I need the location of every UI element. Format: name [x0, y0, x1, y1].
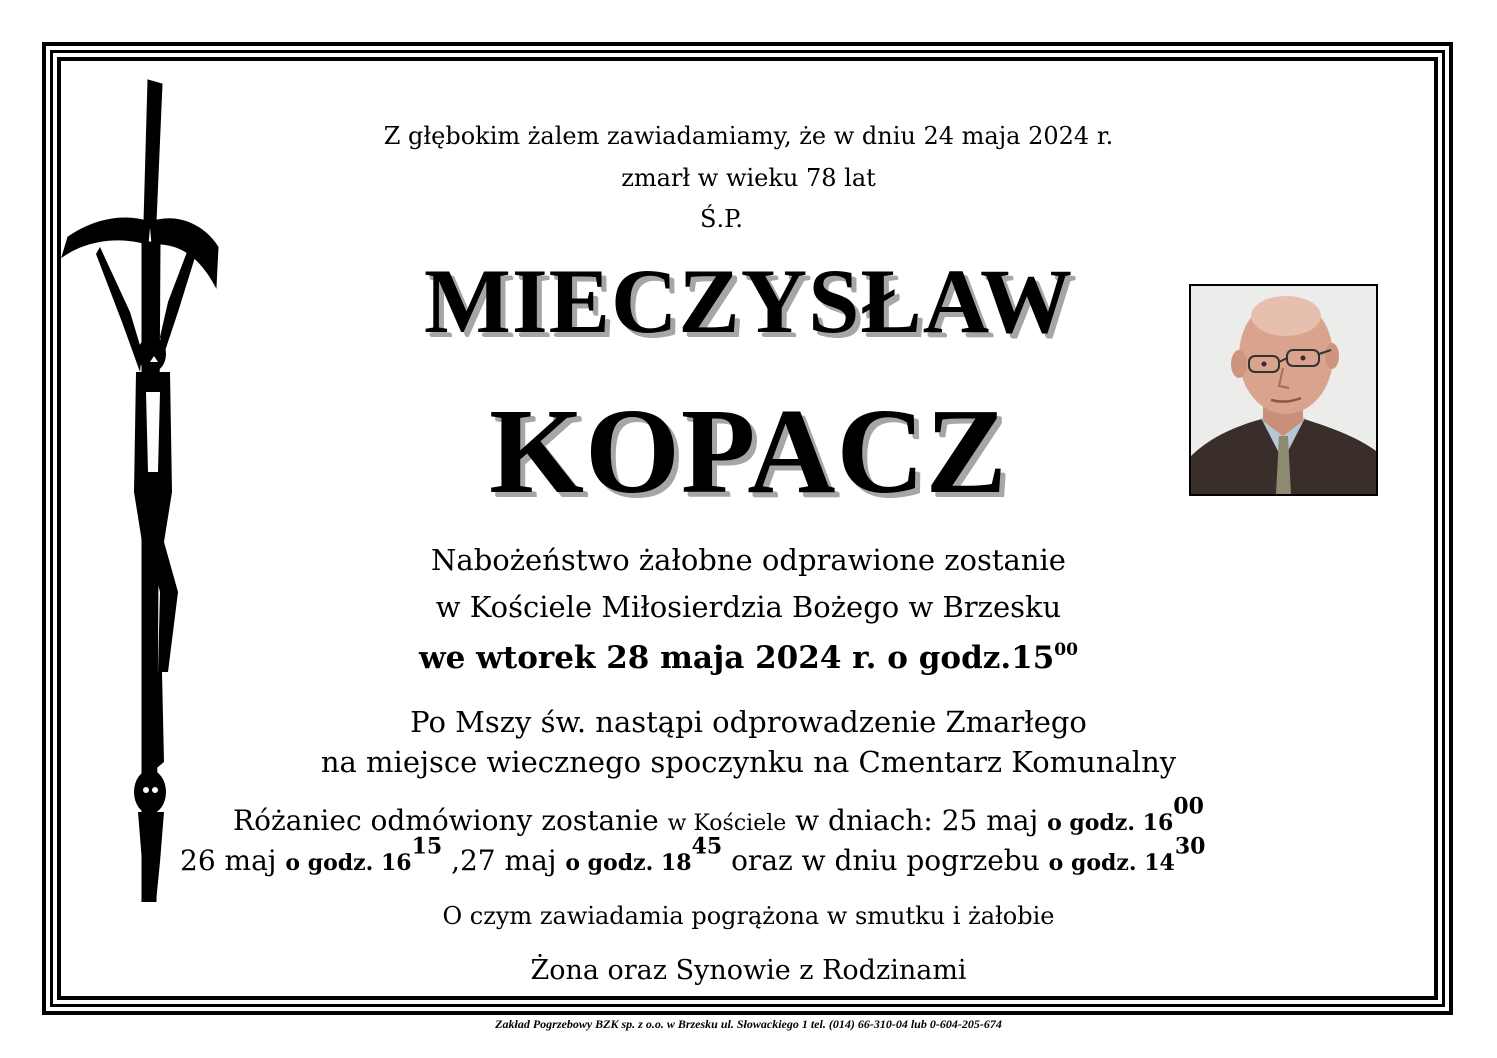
service-datetime-text: we wtorek 28 maja 2024 r. o godz.15 [418, 640, 1055, 676]
rosary-time-3-sup: 45 [691, 833, 723, 860]
rosary-time-4-sup: 30 [1174, 833, 1206, 860]
service-line-1: Nabożeństwo żałobne odprawione zostanie [431, 543, 1066, 577]
service-datetime [0, 640, 1497, 676]
rosary-time-3: o godz. 18 [565, 850, 692, 876]
deceased-first-name: MIECZYSŁAW [423, 250, 1073, 352]
funeral-home-footer: Zakład Pogrzebowy BZK sp. z o.o. w Brzesku ul. Słowackiego 1 tel. (014) 66-310-04 lub 0-604-205-674 [495, 1017, 1002, 1031]
rosary-text-3: w dniach: 25 maj [786, 804, 1048, 837]
rosary-day-3: ,27 maj [442, 844, 566, 877]
rosary-time-2: o godz. 16 [285, 850, 412, 876]
intro-line-2: zmarł w wieku 78 lat [621, 164, 876, 192]
deceased-last-name: KOPACZ [489, 384, 1008, 519]
rosary-day-2: 26 maj [180, 844, 286, 877]
closing-line-1: O czym zawiadamia pogrążona w smutku i żałobie [442, 902, 1055, 930]
rosary-line-1 [233, 793, 1204, 837]
rosary-time-4: o godz. 14 [1048, 850, 1175, 876]
burial-line-2: na miejsce wiecznego spoczynku na Cmentarz Komunalny [320, 745, 1177, 779]
rosary-text-1: Różaniec odmówiony zostanie [233, 804, 668, 837]
rosary-time-2-sup: 15 [411, 833, 443, 860]
closing-line-2: Żona oraz Synowie z Rodzinami [530, 955, 967, 986]
rosary-time-1: o godz. 16 [1047, 810, 1174, 836]
intro-line-3: Ś.P. [700, 205, 743, 233]
rosary-text-2: w Kościele [667, 811, 787, 836]
burial-line-1: Po Mszy św. nastąpi odprowadzenie Zmarłego [410, 705, 1087, 739]
intro-line-1: Z głębokim żalem zawiadamiamy, że w dniu 24 maja 2024 r. [383, 122, 1114, 150]
service-datetime-sup: 00 [1054, 640, 1078, 661]
rosary-day-4: oraz w dniu pogrzebu [722, 844, 1049, 877]
service-line-2: w Kościele Miłosierdzia Bożego w Brzesku [435, 590, 1062, 624]
rosary-time-1-sup: 00 [1173, 793, 1204, 820]
rosary-line-2 [180, 833, 1206, 877]
